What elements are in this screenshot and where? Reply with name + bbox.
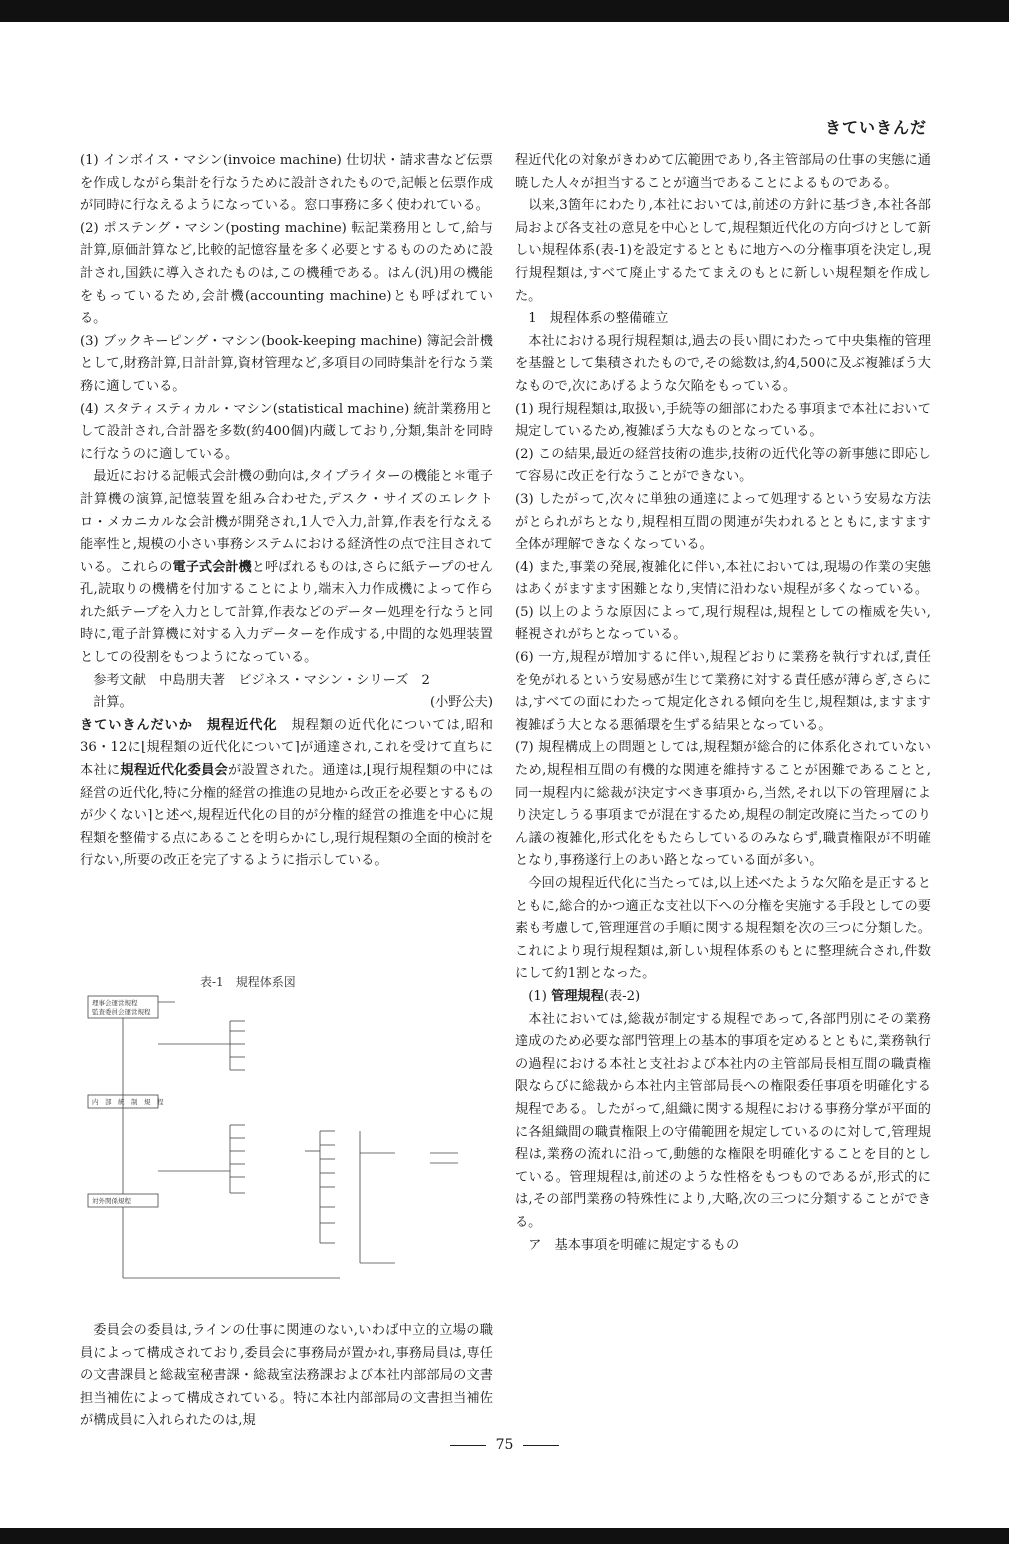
paragraph-committee-members: 委員会の委員は,ラインの仕事に関連のない,いわば中立的立場の職員によって構成されており,委員会に事務局が置かれ,事務局員は,専任の文書課員と総裁室秘書課・総裁室法務課および本社内部部局の文書担当補佐によって構成されている。特に本社内部部局の文書担当補佐が構成員に入れられたのは,規 <box>80 1323 493 1429</box>
author-name: (小野公夫) <box>429 695 493 711</box>
list-item: (7) 規程構成上の問題としては,規程類が総合的に体系化されていないため,規程相互間の有機的な関連を維持することが困難であることと,同一規程内に総裁が決定すべき事項から,当然,それ以下の管理層により決定しうる事項までが混在するため,規程の制定改廃に当たってのりん議の複雑化,形式化をもたらしているのみならず,職責権限が不明確となり,事務遂行上のあい路となっている面が多い。 <box>515 740 931 869</box>
page-number: 75 <box>495 1437 514 1453</box>
figure-caption: 表-1 規程体系図 <box>200 975 296 989</box>
reference-line: 参考文献 中島朋夫著 ビジネス・マシン・シリーズ 2 <box>93 672 430 688</box>
list-item: (3) したがって,次々に単独の通達によって処理するという安易な方法がとられがちとなり,規程相互間の関連が失われるとともに,ますます全体が理解できなくなっている。 <box>515 491 931 553</box>
list-item: (6) 一方,規程が増加するに伴い,規程どおりに業務を執行すれば,責任を免がれるという安易感が生じて業務に対する責任感が薄らぎ,さらには,すべての面にわたって規定化される傾向を生じ,規程類は,ますます複雑ぼう大となる悪循環を生ずる結果となっている。 <box>515 650 931 733</box>
paragraph-posting-machine: (2) ポステング・マシン(posting machine) 転記業務用として,給与計算,原価計算など,比較的記憶容量を多く必要とするもののために設計され,国鉄に導入されたものは,この機種である。はん(汎)用の機能をもっているため,会計機(accounting machine)とも呼ばれている。 <box>80 220 493 327</box>
paragraph-since-then: 以来,3箇年にわたり,本社においては,前述の方針に基づき,本社各部局および各支社の意見を中心として,規程類近代化の方向づけとして新しい規程体系(表-1)を設定するとともに地方への分権事項を決定し,現行規程類は,すべて廃止するたてまえのもとに新しい規程類を作成した。 <box>515 198 931 304</box>
list-item: (2) この結果,最近の経営技術の進歩,技術の近代化等の新事態に即応して容易に改正を行なうことができない。 <box>515 446 931 485</box>
keyword-management-rules: 管理規程 <box>551 988 604 1004</box>
sub-item-heading: ア 基本事項を明確に規定するもの <box>528 1237 740 1253</box>
top-border-bar <box>0 0 1009 22</box>
paragraph-invoice-machine: (1) インボイス・マシン(invoice machine) 仕切状・請求書など伝票を作成しながら集計を行なうために設計されたもので,記帳と伝票作成が同時に行なえるようになっている。窓口事務に多く使われている。 <box>80 153 494 214</box>
list-item: (1) 現行規程類は,取扱い,手続等の細部にわたる事項まで本社において規定しているため,複雑ぼう大なものとなっている。 <box>515 401 931 440</box>
paragraph-continuation: 程近代化の対象がきわめて広範囲であり,各主管部局の仕事の実態に通暁した人々が担当することが適当であることによるものである。 <box>515 153 931 191</box>
right-column <box>515 150 931 1257</box>
bottom-border-bar <box>0 1528 1009 1544</box>
running-header: きていきんだ <box>824 118 927 137</box>
paragraph-recent-trend: 最近における記帳式会計機の動向は,タイプライターの機能と＊電子計算機の演算,記憶装置を組み合わせた,デスク・サイズのエレクトロ・メカニカルな会計機が開発され,1人で入力,計算,作表を行なえる能率性と,規模の小さい事務システムにおける経済性の点で注目されている。これらの電子式会計機と呼ばれるものは,さらに紙テープのせん孔,読取りの機構を付加することにより,端末入力作成機によって作られた紙テープを入力として計算,作表などのデーター処理を行なうと同時に,電子計算機に対する入力データーを作成する,中間的な処理装置としての役割をもつようになっている。 <box>80 469 494 666</box>
diagram-box-label: 内 部 統 制 規 程 <box>92 1098 164 1106</box>
paragraph-management-rules: 本社においては,総裁が制定する規程であって,各部門別にその業務達成のため必要な部門管理上の基本的事項を定めるとともに,業務執行の過程における本社と支社および本社内の主管部局長相互間の職責権限ならびに総裁から本社内主管部局長への権限委任事項を明確化する規程である。したがって,組織に関する規程における事務分掌が平面的に各組織間の職責権限上の守備範囲を規定しているのに対して,管理規程は,業務の流れに沿って,動態的な権限を明確化することを目的としている。管理規程は,前述のような性格をもつものであるが,形式的には,その部門業務の特殊性により,大略,次の三つに分類することができる。 <box>515 1011 931 1230</box>
paragraph-current-rules: 本社における現行規程類は,過去の長い間にわたって中央集権的管理を基盤として集積されたもので,その総数は,約4,500に及ぶ複雑ぼう大なもので,次にあげるような欠陥をもっている。 <box>515 333 931 394</box>
paragraph-bookkeeping-machine: (3) ブックキーピング・マシン(book-keeping machine) 簿記会計機として,財務計算,日計計算,資材管理など,多項目の同時集計を行なう業務に適している。 <box>80 333 493 394</box>
left-column <box>80 150 493 873</box>
diagram-box-label: 対外関係規程 <box>92 1197 131 1205</box>
paragraph-modernization: 今回の規程近代化に当たっては,以上述べたような欠陥を是正するとともに,総合的かつ適正な支社以下への分権を実施する手段としての要素も考慮して,管理運営の手順に関する規程類を次の三つに分類した。これにより現行規程類は,新しい規程体系のもとに整理統合され,件数にして約1割となった。 <box>515 876 931 982</box>
keyword-committee: 規程近代化委員会 <box>120 763 229 779</box>
left-column-bottom <box>80 1320 493 1433</box>
list-item: (4) また,事業の発展,複雑化に伴い,本社においては,現場の作業の実態はあくがますます困難となり,実情に沿わない規程が多くなっている。 <box>515 559 931 598</box>
diagram-box-label: 理事会運営規程 <box>92 999 138 1007</box>
entry-kitei-kindaika: きていきんだいか 規程近代化 規程類の近代化については,昭和36・12に⌊規程類の近代化について⌉が通達され,これを受けて直ちに本社に規程近代化委員会が設置された。通達は,⌊現行規程類の中には経営の近代化,特に分権的経営の推進の見地から改正を必要とするものが少くない⌉と述べ,規程近代化の目的が分権的経営の推進を中心に規程類を整備する点にあることを明らかにし,現行規程類の全面的検討を行ない,所要の改正を完了するように指示している。 <box>80 717 494 869</box>
divider <box>450 1445 486 1446</box>
paragraph-statistical-machine: (4) スタティスティカル・マシン(statistical machine) 統計業務用として設計され,合計器を多数(約400個)内蔵しており,分類,集計を同時に行なうのに適している。 <box>80 401 493 462</box>
regulation-system-diagram <box>80 993 495 1293</box>
keyword-electronic-accounting-machine: 電子式会計機 <box>172 559 252 575</box>
reference-end-line: 計算。 (小野公夫) <box>80 692 493 715</box>
page-number-line <box>0 1437 1009 1453</box>
entry-heading: きていきんだいか 規程近代化 <box>80 717 278 733</box>
divider <box>523 1445 559 1446</box>
list-item: (5) 以上のような原因によって,現行規程は,規程としての権威を失い,軽視されがちとなっている。 <box>515 604 931 643</box>
section-heading: 1 規程体系の整備確立 <box>528 311 669 327</box>
subsection-heading: (1) 管理規程(表-2) <box>528 988 641 1004</box>
diagram-box-label: 監査委員会運営規程 <box>92 1008 151 1016</box>
